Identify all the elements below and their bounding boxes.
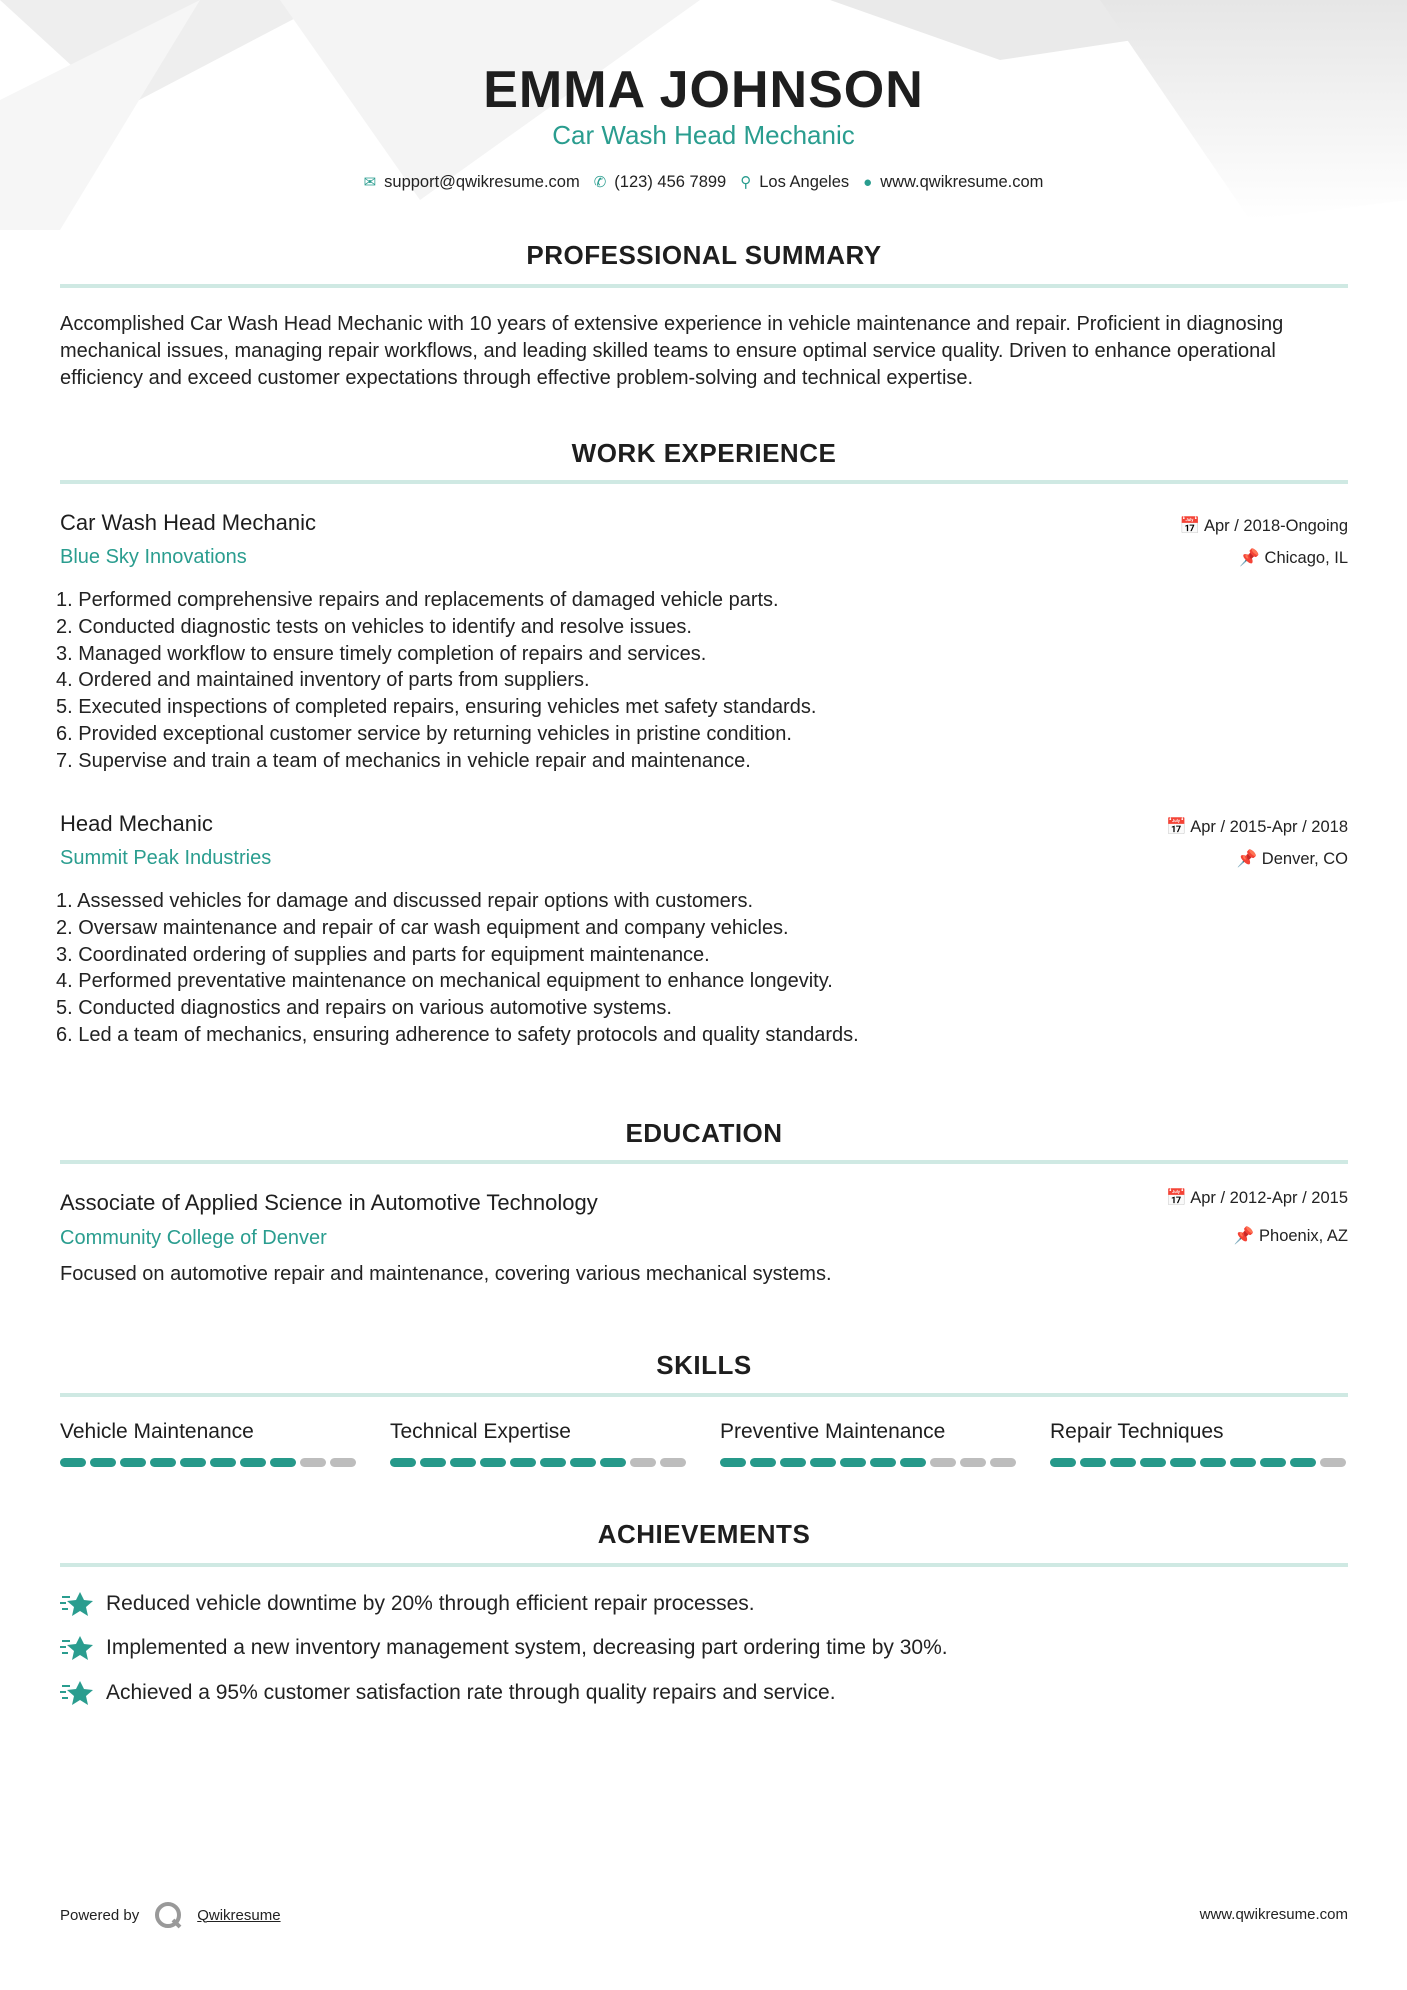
skill-segment-filled <box>870 1458 896 1467</box>
achievement-item: Implemented a new inventory management system, decreasing part ordering time by 30%. <box>60 1633 948 1663</box>
skill-segment-empty <box>660 1458 686 1467</box>
skill-segment-filled <box>840 1458 866 1467</box>
skill-segment-empty <box>930 1458 956 1467</box>
list-item: 2. Oversaw maintenance and repair of car wash equipment and company vehicles. <box>56 916 789 939</box>
calendar-icon: 📅 <box>1166 1189 1191 1207</box>
job-dates: 📅 Apr / 2015-Apr / 2018 <box>1166 818 1348 836</box>
skill-segment-filled <box>240 1458 266 1467</box>
skill-segment-filled <box>810 1458 836 1467</box>
education-dates: 📅 Apr / 2012-Apr / 2015 <box>1166 1189 1348 1207</box>
skill-segment-empty <box>630 1458 656 1467</box>
skill-item <box>60 1420 360 1467</box>
globe-icon: ● <box>863 174 873 191</box>
footer-website[interactable]: www.qwikresume.com <box>1199 1906 1348 1923</box>
skill-segment-filled <box>90 1458 116 1467</box>
skill-segment-filled <box>540 1458 566 1467</box>
skill-segment-filled <box>510 1458 536 1467</box>
skill-segment-filled <box>1170 1458 1196 1467</box>
skill-segment-empty <box>960 1458 986 1467</box>
job-bullets <box>56 888 859 1049</box>
skill-rating <box>1050 1458 1350 1467</box>
divider <box>60 1563 1348 1567</box>
skill-segment-filled <box>390 1458 416 1467</box>
company-name: Blue Sky Innovations <box>60 546 247 568</box>
skill-segment-filled <box>1110 1458 1136 1467</box>
skill-segment-filled <box>180 1458 206 1467</box>
skill-segment-filled <box>120 1458 146 1467</box>
job-dates: 📅 Apr / 2018-Ongoing <box>1179 517 1348 535</box>
skill-segment-empty <box>330 1458 356 1467</box>
list-item: 2. Conducted diagnostic tests on vehicles to identify and resolve issues. <box>56 615 692 638</box>
skill-segment-empty <box>300 1458 326 1467</box>
footer-powered: Powered by Qwikresume <box>60 1900 281 1930</box>
achievements-heading: ACHIEVEMENTS <box>597 1519 811 1549</box>
company-name: Summit Peak Industries <box>60 847 272 869</box>
contact-website[interactable]: ● www.qwikresume.com <box>863 173 1044 191</box>
skill-segment-filled <box>900 1458 926 1467</box>
divider <box>60 480 1348 484</box>
star-icon <box>60 1589 94 1619</box>
skills-heading: SKILLS <box>656 1350 752 1380</box>
skill-segment-filled <box>270 1458 296 1467</box>
skill-segment-filled <box>1200 1458 1226 1467</box>
skill-segment-filled <box>60 1458 86 1467</box>
skill-item <box>1050 1420 1350 1467</box>
phone-icon: ✆ <box>593 174 607 191</box>
skill-rating <box>390 1458 690 1467</box>
skill-segment-filled <box>720 1458 746 1467</box>
skill-segment-empty <box>1320 1458 1346 1467</box>
skill-name: Technical Expertise <box>390 1420 571 1443</box>
job-title: Car Wash Head Mechanic <box>552 120 855 150</box>
skill-segment-filled <box>780 1458 806 1467</box>
job-location: 📌 Chicago, IL <box>1239 549 1348 567</box>
achievement-item: Reduced vehicle downtime by 20% through efficient repair processes. <box>60 1589 755 1619</box>
divider <box>60 284 1348 288</box>
list-item: 6. Provided exceptional customer service by returning vehicles in pristine condition. <box>56 722 792 745</box>
list-item: 3. Managed workflow to ensure timely completion of repairs and services. <box>56 642 707 665</box>
qwikresume-link[interactable]: Qwikresume <box>197 1906 281 1924</box>
calendar-icon: 📅 <box>1166 818 1191 836</box>
qwikresume-logo-icon <box>153 1900 183 1930</box>
skill-segment-filled <box>1290 1458 1316 1467</box>
skill-segment-filled <box>570 1458 596 1467</box>
skill-segment-filled <box>1080 1458 1106 1467</box>
skill-rating <box>60 1458 360 1467</box>
education-description: Focused on automotive repair and maintenance, covering various mechanical systems. <box>60 1263 832 1285</box>
skill-segment-empty <box>990 1458 1016 1467</box>
contact-location: ⚲ Los Angeles <box>740 173 850 191</box>
degree: Associate of Applied Science in Automotive Technology <box>60 1190 598 1215</box>
skill-segment-filled <box>480 1458 506 1467</box>
list-item: 3. Coordinated ordering of supplies and parts for equipment maintenance. <box>56 943 710 966</box>
contact-phone[interactable]: ✆ (123) 456 7899 <box>593 173 727 191</box>
list-item: 5. Executed inspections of completed repairs, ensuring vehicles met safety standards. <box>56 696 817 719</box>
pin-icon: 📌 <box>1233 1227 1260 1245</box>
skill-segment-filled <box>1140 1458 1166 1467</box>
candidate-name: EMMA JOHNSON <box>483 61 924 119</box>
skill-name: Repair Techniques <box>1050 1420 1224 1443</box>
divider <box>60 1160 1348 1164</box>
star-icon <box>60 1678 94 1708</box>
job-title: Head Mechanic <box>60 811 213 836</box>
job-location: 📌 Denver, CO <box>1236 850 1348 868</box>
skill-segment-filled <box>750 1458 776 1467</box>
summary-text: Accomplished Car Wash Head Mechanic with 10 years of extensive experience in vehicle maintenance and repair. Proficient in diagnosing mechanical issues, managing repair workflows, and leading skilled teams to ensure optimal service quality. Driven to enhance operational efficiency and exceed customer expectations through effective problem-solving and technical expertise. <box>60 313 1284 389</box>
job-title: Car Wash Head Mechanic <box>60 510 316 535</box>
summary-heading: PROFESSIONAL SUMMARY <box>526 240 882 270</box>
achievement-item: Achieved a 95% customer satisfaction rate through quality repairs and service. <box>60 1678 836 1708</box>
list-item: 4. Ordered and maintained inventory of parts from suppliers. <box>56 669 590 692</box>
list-item: 7. Supervise and train a team of mechanics in vehicle repair and maintenance. <box>56 749 751 772</box>
star-icon <box>60 1633 94 1663</box>
envelope-icon: ✉ <box>363 174 377 191</box>
list-item: 1. Assessed vehicles for damage and discussed repair options with customers. <box>56 890 754 912</box>
skill-name: Vehicle Maintenance <box>60 1420 254 1443</box>
skill-segment-filled <box>420 1458 446 1467</box>
skills-list <box>60 1420 1350 1467</box>
list-item: 6. Led a team of mechanics, ensuring adherence to safety protocols and quality standards. <box>56 1023 859 1046</box>
skill-item <box>720 1420 1020 1467</box>
education-location: 📌 Phoenix, AZ <box>1233 1227 1348 1245</box>
contact-bar <box>0 173 1407 192</box>
skill-segment-filled <box>450 1458 476 1467</box>
experience-heading: WORK EXPERIENCE <box>571 438 837 468</box>
list-item: 4. Performed preventative maintenance on mechanical equipment to enhance longevity. <box>56 970 833 993</box>
job-bullets <box>56 587 816 775</box>
skill-name: Preventive Maintenance <box>720 1420 946 1443</box>
education-heading: EDUCATION <box>625 1118 783 1148</box>
pin-icon: 📌 <box>1236 850 1262 868</box>
skill-segment-filled <box>1230 1458 1256 1467</box>
contact-email[interactable]: ✉ support@qwikresume.com <box>363 173 580 191</box>
skill-segment-filled <box>1050 1458 1076 1467</box>
skill-segment-filled <box>1260 1458 1286 1467</box>
map-pin-icon: ⚲ <box>740 174 752 191</box>
skill-item <box>390 1420 690 1467</box>
skill-segment-filled <box>600 1458 626 1467</box>
calendar-icon: 📅 <box>1179 517 1204 535</box>
school-name: Community College of Denver <box>60 1227 327 1249</box>
skill-segment-filled <box>210 1458 236 1467</box>
divider <box>60 1393 1348 1397</box>
skill-segment-filled <box>150 1458 176 1467</box>
pin-icon: 📌 <box>1239 549 1265 567</box>
list-item: 1. Performed comprehensive repairs and replacements of damaged vehicle parts. <box>56 589 779 611</box>
skill-rating <box>720 1458 1020 1467</box>
list-item: 5. Conducted diagnostics and repairs on various automotive systems. <box>56 997 672 1020</box>
